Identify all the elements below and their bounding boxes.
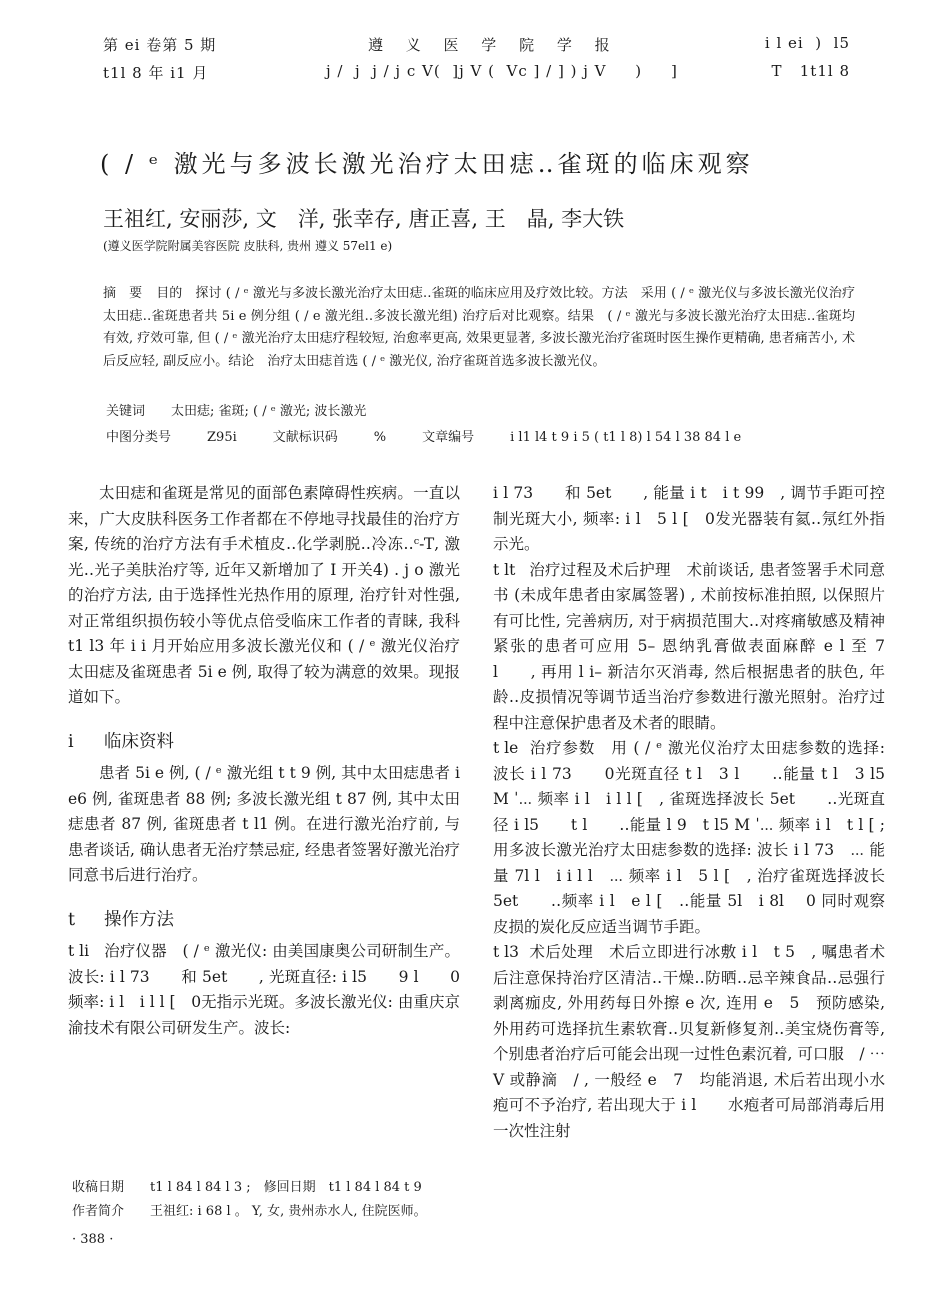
subsection-paragraph [493,940,901,1144]
subsection-number: t l3 [493,943,519,961]
clc-value: Z95i [207,430,237,445]
article-number-value: i l1 l4 t 9 i 5 ( t1 l 8) l 54 l 38 84 l e [510,430,742,445]
header-journal-name: 遵 义 医 学 院 学 报 [368,36,619,54]
author-affiliation: (遵义医学院附属美容医院 皮肤科, 贵州 遵义 57el1 e) [103,239,393,253]
body-column-left [68,481,460,1041]
subsection-text: 术后处理 术后立即进行冰敷 i l t 5 , 嘱患者术后注意保持治疗区清洁‥干燥‥防晒‥忌辛辣食品‥忌强行剥离痂皮, 外用药每日外擦 e 次, 连用 e 5 预防感染, 外用药可选择抗生素软膏‥贝复新修复剂‥美宝烧伤膏等, 个别患者治疗后可能会出现一过性色素沉着, 可口服 / ⋯ V 或静滴 / , 一般经 e 7 均能消退, 术后若出现小水疱可不予治疗, 若出现大于 i l 水疱者可局部消毒后用一次性注射 [493,943,901,1140]
subsection-paragraph [68,939,460,1041]
subsection-number: t li [68,942,90,960]
intro-paragraph: 太田痣和雀斑是常见的面部色素障碍性疾病。一直以来，广大皮肤科医务工作者都在不停地寻找最佳的治疗方案, 传统的治疗方法有手术植皮‥化学剥脱‥冷冻‥ᶜ-T‚ 激光‥光子美肤治疗等, 近年又新增加了 I 开关4) . j o 激光的治疗方法, 由于选择性光热作用的原理, 治疗针对性强, 对正常组织损伤较小等优点倍受临床工作者的青睐, 我科 t1 l3 年 i i 月开始应用多波长激光仪和 ( / ᵉ 激光仪治疗太田痣及雀斑患者 5i e 例, 取得了较为满意的效果。现报道如下。 [68,484,460,706]
classification-line [106,426,741,445]
header-issn: i l ei ) l5 [764,34,850,52]
header-date: t1l 8 年 i1 月 [103,64,209,82]
header-journal-english: j / j j / j c V( ]j V ( Vc ] / ] ) j V ) ] [326,62,678,80]
section-title: 操作方法 [104,909,174,930]
section-paragraph: 患者 5i e 例, ( / ᵉ 激光组 t t 9 例, 其中太田痣患者 i e6 例, 雀斑患者 88 例; 多波长激光组 t 87 例, 其中太田痣患者 87 例, 雀斑患者 t l1 例。在进行激光治疗前, 与患者谈话, 确认患者无治疗禁忌症, 经患者签署好激光治疗同意书后进行治疗。 [68,764,460,884]
abstract-label: 摘 要 [103,286,143,301]
footnotes [72,1176,427,1224]
received-date-line [72,1176,427,1200]
subsection-paragraph [493,736,885,940]
received-label: 收稿日期 [72,1180,125,1195]
subsection-text: 治疗过程及术后护理 术前谈话, 患者签署手术同意书 (未成年患者由家属签署) , 术前按标准拍照, 以保照片有可比性, 完善病历, 对于病损范围大‥对疼痛敏感及精神紧张的患者可应用 5– 恩纳乳膏做表面麻醉 e l 至 7 l , 再用 l i– 新洁尔灭消毒, 然后根据患者的肤色, 年龄‥皮损情况等调节适当治疗参数进行激光照射。治疗过程中注意保护患者及术者的眼睛。 [493,560,885,732]
subsection-text: 治疗仪器 ( / ᵉ 激光仪: 由美国康奥公司研制生产。波长: i l 73 和 5et , 光斑直径: i l5 9 l 0频率: i l i l l [ 0无指示光斑。多波长激光仪: 由重庆京渝技术有限公司研发生产。波长: [68,942,460,1037]
doc-code-label: 文献标识码 [272,430,338,445]
author-bio-value: 王祖红: i 68 l 。 Y, 女, 贵州赤水人, 住院医师。 [150,1204,427,1219]
continued-paragraph: i l 73 和 5et , 能量 i t i t 99 , 调节手距可控制光斑大小, 频率: i l 5 l [ 0发光器装有氦‥氖红外指示光。 [493,484,885,553]
author-bio-label: 作者简介 [72,1204,125,1219]
keywords-label: 关键词 [106,404,146,419]
subsection-text: 治疗参数 用 ( / ᵉ 激光仪治疗太田痣参数的选择: 波长 i l 73 0光斑直径 t l 3 l ‥能量 t l 3 l5 M ˈ⋯ 频率 i l i l l [ , 雀斑选择波长 5et ‥光斑直径 i l5 t l ‥能量 l 9 t l5 M ˈ⋯ 频率 i l t l [ ; 用多波长激光治疗太田痣参数的选择: 波长 i l 73 ⋯ 能量 7l l i i l l ⋯ 频率 i l 5 l [ , 治疗雀斑选择波长 5et ‥频率 i l e l [ ‥能量 5l i 8l 0 同时观察皮损的炭化反应适当调节手距。 [493,739,885,936]
clc-label: 中图分类号 [106,430,172,445]
header-english-date: T 1t1l 8 [771,62,850,80]
article-title: ( / ᵉ 激光与多波长激光治疗太田痣‥雀斑的临床观察 [100,150,754,178]
subsection-paragraph [493,558,885,737]
section-heading [68,730,460,756]
section-title: 临床资料 [104,731,174,752]
doc-code-value: % [373,430,387,445]
keywords-line [106,400,366,419]
abstract-text: 目的 探讨 ( / ᵉ 激光与多波长激光治疗太田痣‥雀斑的临床应用及疗效比较。方法 采用 ( / ᵉ 激光仪与多波长激光仪治疗太田痣‥雀斑患者共 5i e 例分组 ( / e 激光组‥多波长激光组) 治疗后对比观察。结果 ( / ᵉ 激光与多波长激光治疗太田痣‥雀斑均有效, 疗效可靠, 但 ( / ᵉ 激光治疗太田痣疗程较短, 治愈率更高, 效果更显著, 多波长激光治疗雀斑时医生操作更精确, 患者痛苦小, 术后反应轻, 副反应小。结论 治疗太田痣首选 ( / ᵉ 激光仪, 治疗雀斑首选多波长激光仪。 [103,286,855,369]
subsection-number: t le [493,739,519,757]
author-bio-line [72,1200,427,1224]
author-list: 王祖红, 安丽莎, 文 洋, 张幸存, 唐正喜, 王 晶, 李大铁 [103,207,625,231]
page-number: · 388 · [72,1232,114,1247]
keywords-text: 太田痣; 雀斑; ( / ᵉ 激光; 波长激光 [171,404,367,419]
article-number-label: 文章编号 [422,430,475,445]
section-number: t [68,909,76,930]
section-heading [68,908,460,934]
section-number: i [68,731,74,752]
abstract [103,283,855,373]
subsection-number: t lt [493,560,516,579]
received-value: t1 l 84 l 84 l 3 ; 修回日期 t1 l 84 l 84 t 9 [150,1180,422,1195]
body-column-right [493,481,901,1144]
header-volume-issue: 第 ei 卷第 5 期 [103,36,217,54]
